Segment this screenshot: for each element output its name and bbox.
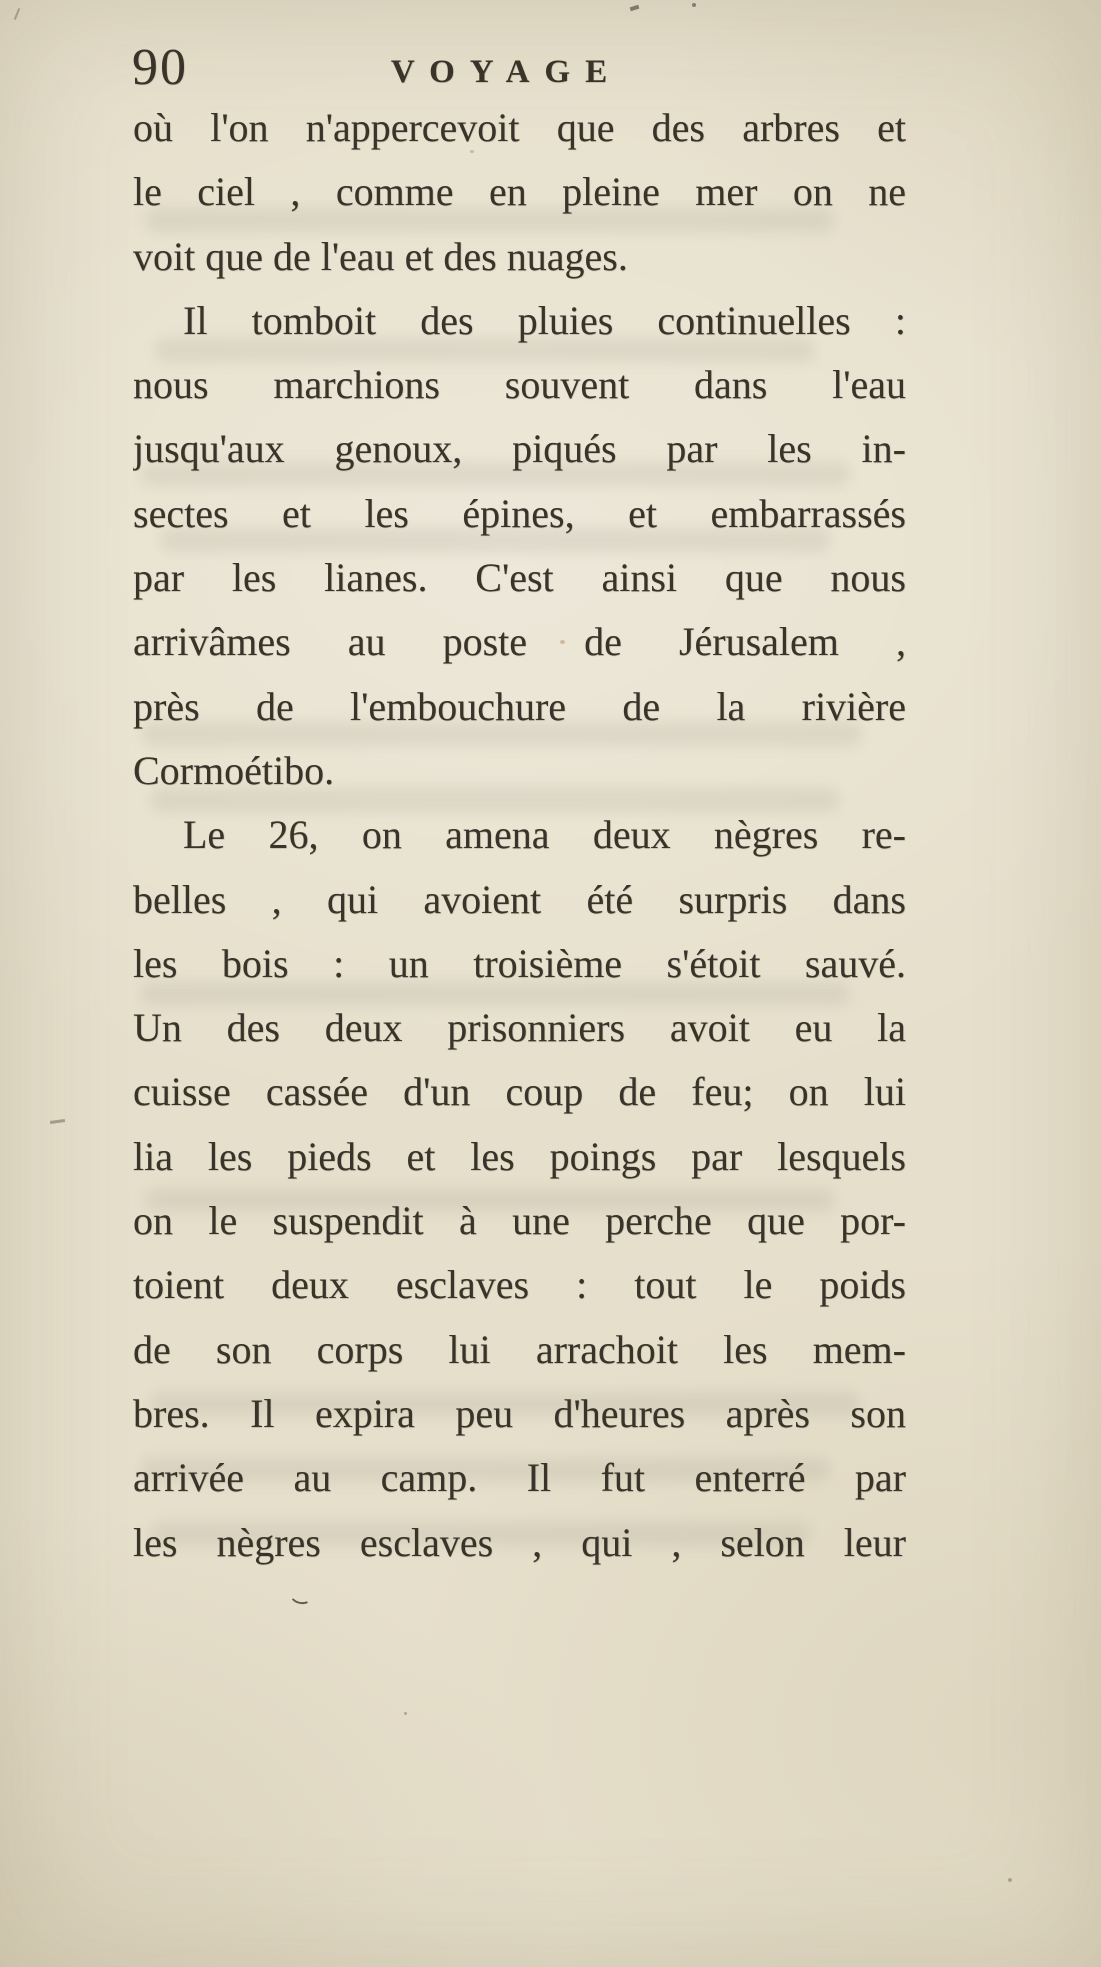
text-line: jusqu'aux genoux, piqués par les in- xyxy=(133,426,906,472)
text-line: où l'on n'appercevoit que des arbres et xyxy=(133,105,906,150)
text-line: arrivâmes au poste de Jérusalem , xyxy=(133,619,906,665)
running-title: VOYAGE xyxy=(390,54,623,90)
paper-speck xyxy=(1008,1878,1012,1882)
text-line: Il tomboit des pluies continuelles : xyxy=(183,297,906,343)
paper-speck xyxy=(692,3,696,7)
text-line: Cormoétibo. xyxy=(133,747,335,793)
text-line: on le suspendit à une perche que por- xyxy=(133,1198,906,1244)
text-line: Un des deux prisonniers avoit eu la xyxy=(133,1005,906,1051)
text-line: sectes et les épines, et embarrassés xyxy=(133,490,906,536)
text-line: les nègres esclaves , qui , selon leur xyxy=(133,1519,906,1565)
text-line: de son corps lui arrachoit les mem- xyxy=(133,1326,906,1372)
text-line: le ciel , comme en pleine mer on ne xyxy=(133,169,906,215)
body-text xyxy=(133,96,906,1575)
text-line: nous marchions souvent dans l'eau xyxy=(133,362,906,408)
text-line: Le 26, on amena deux nègres re- xyxy=(183,812,906,858)
page-number: 90 xyxy=(132,39,188,96)
text-line: toient deux esclaves : tout le poids xyxy=(133,1262,906,1308)
text-line: par les lianes. C'est ainsi que nous xyxy=(133,555,906,601)
paper-speck xyxy=(560,640,565,644)
paper-speck xyxy=(470,150,474,153)
paper-speck xyxy=(404,1712,407,1715)
text-line: cuisse cassée d'un coup de feu; on lui xyxy=(133,1069,906,1115)
text-line: voit que de l'eau et des nuages. xyxy=(133,233,628,279)
text-line: les bois : un troisième s'étoit sauvé. xyxy=(133,940,906,986)
text-line: arrivée au camp. Il fut enterré par xyxy=(133,1455,906,1501)
text-line: belles , qui avoient été surpris dans xyxy=(133,876,906,922)
text-line: lia les pieds et les poings par lesquels xyxy=(133,1133,906,1179)
text-line: près de l'embouchure de la rivière xyxy=(133,683,906,729)
text-line: bres. Il expira peu d'heures après son xyxy=(133,1390,906,1436)
